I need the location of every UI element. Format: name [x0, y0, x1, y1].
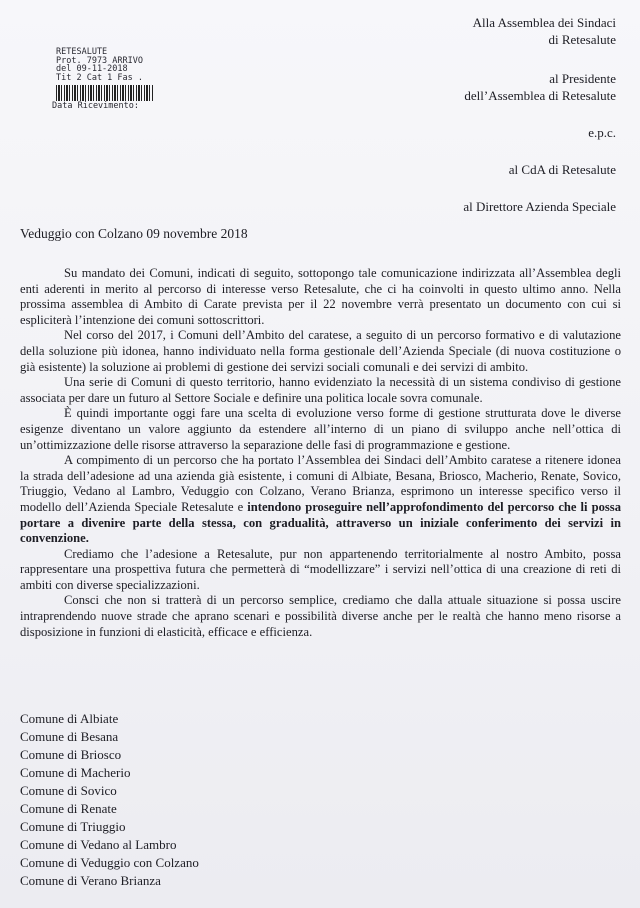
- signer-item: Comune di Briosco: [20, 747, 122, 762]
- stamp-org: RETESALUTE: [56, 47, 108, 57]
- stamp-date: del 09-11-2018: [56, 64, 128, 74]
- paragraph-bold-text: intendono proseguire nell’approfondimento del percorso che li possa portare a divenire parte della stessa, con gradualità, attraverso un iniziale conferimento dei servizi in convenzione.: [20, 499, 621, 546]
- recipient-assembly: Alla Assemblea dei Sindaci di Retesalute: [472, 15, 616, 47]
- signer-item: Comune di Macherio: [20, 765, 131, 780]
- stamp-received-label: Data Ricevimento:: [52, 101, 139, 111]
- signer-item: Comune di Veduggio con Colzano: [20, 855, 199, 870]
- paragraph: È quindi importante oggi fare una scelta di evoluzione verso forme di gestione strutturata dove le diverse esigenze diventano un valore aggiunto da estendere all’interno di un piano di sviluppo anche nell’ottica di un’ottimizzazione delle risorse attraverso la separazione delle fasi di programmazione e gestione.: [20, 406, 621, 452]
- barcode-icon: [56, 85, 154, 101]
- signer-item: Comune di Vedano al Lambro: [20, 837, 177, 852]
- stamp-protocol: Prot. 7973 ARRIVO: [56, 55, 143, 66]
- protocol-stamp: [52, 47, 176, 111]
- recipient-cc-label: e.p.c.: [588, 125, 616, 140]
- signers-list: [20, 710, 199, 890]
- recipient-director: al Direttore Azienda Speciale: [463, 199, 616, 214]
- date-line: Veduggio con Colzano 09 novembre 2018: [20, 226, 248, 241]
- paragraph-text: A compimento di un percorso che ha portato l’Assemblea dei Sindaci dell’Ambito caratese a ritenere idonea la strada dell’adesione ad una azienda già esistente, i comuni di Albiate, Besana, Briosco, Macherio, Renate, Sovico, Triuggio, Vedano al Lambro, Veduggio con Colzano, Verano Brianza, esprimono un interesse specifico verso il modello dell’Azienda Speciale Retesalute e: [20, 453, 621, 514]
- signer-item: Comune di Renate: [20, 801, 117, 816]
- signer-item: Comune di Albiate: [20, 711, 119, 726]
- recipients-block: [316, 14, 616, 215]
- stamp-classification: Tit 2 Cat 1 Fas .: [56, 72, 143, 83]
- paragraph: Su mandato dei Comuni, indicati di seguito, sottopongo tale comunicazione indirizzata all’Assemblea degli enti aderenti in merito al percorso di interesse verso Retesalute, che ci ha coinvolti in questo ultimo anno. Nella prossima assemblea di Ambito di Carate prevista per il 22 novembre verrà presentato un documento con cui si espliciterà l’intenzione dei comuni sottoscrittori.: [20, 266, 621, 327]
- signer-item: Comune di Verano Brianza: [20, 873, 161, 888]
- paragraph: Una serie di Comuni di questo territorio, hanno evidenziato la necessità di un sistema condiviso di gestione associata per dare un futuro al Settore Sociale e definire una politica locale sovra comunale.: [20, 375, 621, 405]
- paragraph: Crediamo che l’adesione a Retesalute, pur non appartenendo territorialmente al nostro Ambito, possa rappresentare una prospettiva futura che permetterà di “modellizzare” i servizi nell’ottica di una creazione di reti di ambiti con diverse specializzazioni.: [20, 546, 621, 592]
- signer-item: Comune di Besana: [20, 729, 119, 744]
- signer-item: Comune di Sovico: [20, 783, 117, 798]
- paragraph: [20, 453, 621, 547]
- paragraph: Consci che non si tratterà di un percorso semplice, crediamo che dalla attuale situazione si possa uscire intraprendendo nuove strade che aprano scenari e possibilità diverse anche per le realtà che hanno meno risorse a disposizione in funzioni di elasticità, efficace e efficienza.: [20, 593, 621, 639]
- letter-body: [20, 266, 621, 640]
- recipient-president: al Presidente dell’Assemblea di Retesalute: [464, 71, 616, 103]
- recipient-board: al CdA di Retesalute: [508, 162, 616, 177]
- paragraph: Nel corso del 2017, i Comuni dell’Ambito del caratese, a seguito di un percorso formativo e di valutazione della soluzione più idonea, hanno individuato nella forma gestionale dell’Azienda Speciale (di nuova costituzione o già esistente) la soluzione ai problemi di gestione dei servizi sociali comunali e dei servizi di ambito.: [20, 328, 621, 374]
- signer-item: Comune di Triuggio: [20, 819, 126, 834]
